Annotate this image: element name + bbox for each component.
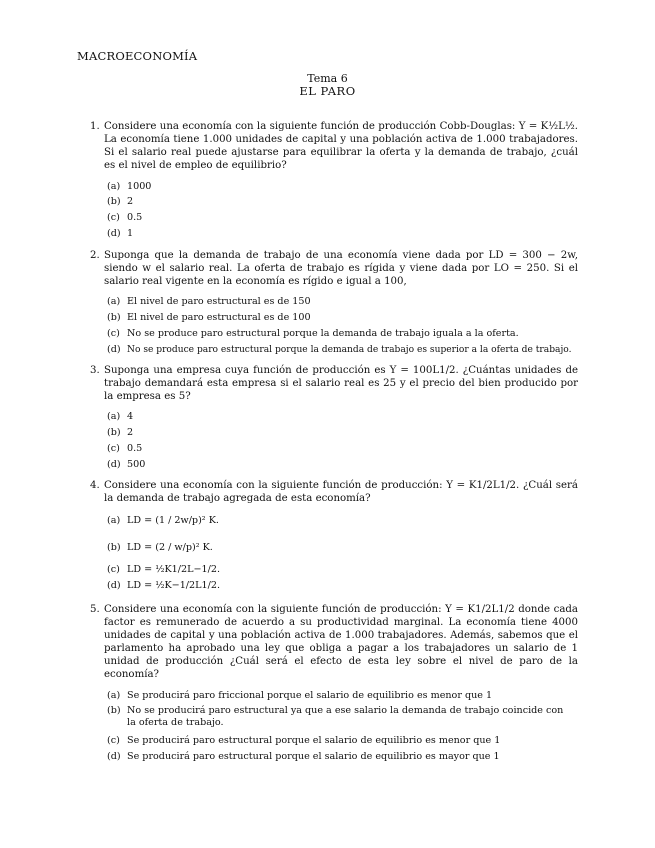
option-2a: (a) El nivel de paro estructural es de 150: [107, 296, 311, 307]
question-5: [90, 603, 578, 681]
question-stem: Considere una economía con la siguiente función de producción: Y = K1/2L1/2 donde cada factor es remunerado de acuerdo a su productividad marginal. La economía tiene 4000 unidades de capital y una población activa de 1.000 trabajadores. Además, sabemos que el parlamento ha aprobado una ley que obliga a pagar a los trabajadores un salario de 1 unidad de producción ¿Cuál será el efecto de esta ley sobre el nivel de paro de la economía?: [104, 604, 578, 680]
question-4: [90, 479, 578, 505]
option-2c: (c) No se produce paro estructural porque la demanda de trabajo iguala a la oferta.: [107, 328, 519, 339]
option-4a: (a) LD = (1 / 2w/p)² K.: [107, 515, 219, 526]
option-1a: (a) 1000: [107, 181, 152, 192]
option-2b: (b) El nivel de paro estructural es de 100: [107, 312, 311, 323]
option-2d: (d) No se produce paro estructural porque la demanda de trabajo es superior a la oferta de trabajo.: [107, 344, 572, 355]
question-stem: Suponga que la demanda de trabajo de una economía viene dada por LD = 300 − 2w, siendo w el salario real. La oferta de trabajo es rígida y viene dada por LO = 250. Si el salario real vigente en la economía es rígido e igual a 100,: [104, 250, 578, 287]
question-3: [90, 364, 578, 403]
option-5a: (a) Se producirá paro friccional porque el salario de equilibrio es menor que 1: [107, 690, 493, 701]
topic-number: Tema 6: [307, 72, 348, 85]
option-5b: (b) No se producirá paro estructural ya que a ese salario la demanda de trabajo coincide con la oferta de trabajo.: [107, 705, 564, 728]
question-number: 4.: [90, 480, 100, 491]
option-1d: (d) 1: [107, 228, 134, 239]
option-5c: (c) Se producirá paro estructural porque el salario de equilibrio es menor que 1: [107, 735, 501, 746]
option-3d: (d) 500: [107, 459, 146, 470]
question-number: 5.: [90, 604, 100, 615]
question-number: 2.: [90, 250, 100, 261]
option-1c: (c) 0.5: [107, 212, 143, 223]
option-3c: (c) 0.5: [107, 443, 143, 454]
question-2: [90, 249, 578, 288]
course-title: MACROECONOMÍA: [77, 49, 198, 63]
question-number: 1.: [90, 121, 100, 132]
option-3b: (b) 2: [107, 427, 134, 438]
question-number: 3.: [90, 365, 100, 376]
topic-title: EL PARO: [299, 84, 356, 98]
option-1b: (b) 2: [107, 196, 134, 207]
option-3a: (a) 4: [107, 411, 134, 422]
question-stem: Considere una economía con la siguiente función de producción: Y = K1/2L1/2. ¿Cuál será la demanda de trabajo agregada de esta economía?: [104, 480, 578, 504]
option-5d: (d) Se producirá paro estructural porque el salario de equilibrio es mayor que 1: [107, 751, 500, 762]
option-4b: (b) LD = (2 / w/p)² K.: [107, 542, 213, 553]
option-4c: (c) LD = ½K1/2L−1/2.: [107, 564, 221, 575]
option-4d: (d) LD = ½K−1/2L1/2.: [107, 580, 221, 591]
question-stem: Considere una economía con la siguiente función de producción Cobb-Douglas: Y = K½L½. La economía tiene 1.000 unidades de capital y una población activa de 1.000 trabajadores. Si el salario real puede ajustarse para equilibrar la oferta y la demanda de trabajo, ¿cuál es el nivel de empleo de equilibrio?: [104, 121, 578, 171]
question-stem: Suponga una empresa cuya función de producción es Y = 100L1/2. ¿Cuántas unidades de trabajo demandará esta empresa si el salario real es 25 y el precio del bien producido por la empresa es 5?: [104, 365, 578, 402]
question-1: [90, 120, 578, 172]
